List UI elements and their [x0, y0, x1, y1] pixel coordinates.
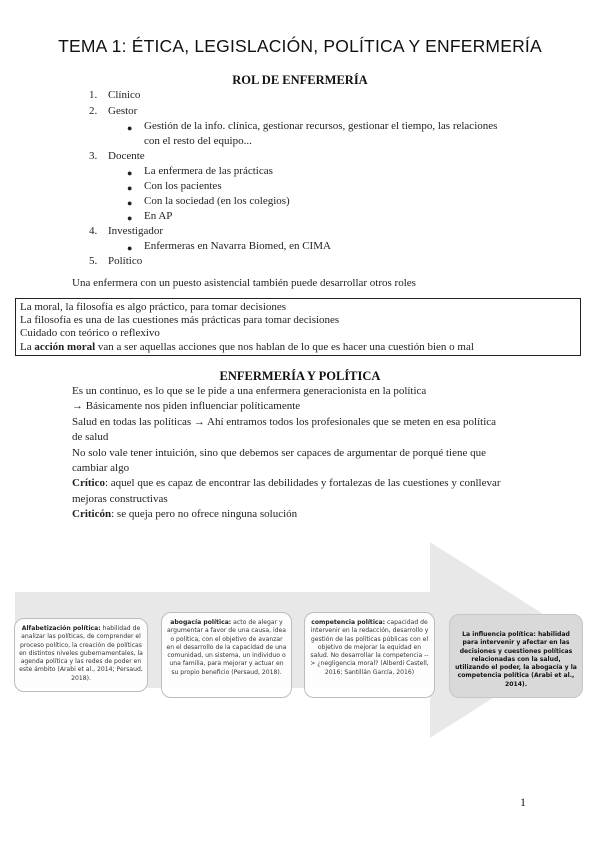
bullet-docente: En AP [144, 210, 173, 222]
bullet-docente: La enfermera de las prácticas [144, 165, 273, 177]
box-bold-text: acción moral [34, 340, 96, 353]
card-text: capacidad de intervenir en la redacción, desarrollo y gestión de las políticas públicas con el objetivo de mejorar la equidad en salud. No desarrollar la competencia --> ¿negligencia moral? (Alberdi Castell, 2016; Santillán García, 2016) [310, 619, 429, 676]
term-bold: Crítico [72, 477, 105, 490]
bullet-docente: Con los pacientes [144, 180, 222, 192]
list-number: 3. [89, 150, 98, 162]
bullet-icon: ● [127, 183, 133, 193]
paragraph: No solo vale tener intuición, sino que debemos ser capaces de argumentar de porqué tiene que [72, 446, 486, 459]
bullet-icon: ● [127, 243, 133, 253]
page-title: TEMA 1: ÉTICA, LEGISLACIÓN, POLÍTICA Y ENFERMERÍA [58, 36, 542, 56]
definition-text: : aquel que es capaz de encontrar las debilidades y fortalezas de las cuestiones y conllevar [104, 477, 501, 490]
box-line: La filosofía es una de las cuestiones más prácticas para tomar decisiones [20, 314, 340, 327]
box-text: van a ser aquellas acciones que nos hablan de lo que es hacer una cuestión bien o mal [95, 340, 474, 353]
section-heading-rol: ROL DE ENFERMERÍA [232, 73, 368, 87]
bullet-icon: ● [127, 213, 133, 223]
list-item-gestor: Gestor [108, 105, 138, 117]
card-alfabetizacion [14, 618, 148, 692]
card-term: abogacía política: [170, 619, 232, 626]
bullet-icon: ● [127, 168, 133, 178]
list-item-clinico: Clínico [108, 89, 141, 101]
paragraph: cambiar algo [72, 462, 130, 475]
box-line: La moral, la filosofía es algo práctico, para tomar decisiones [20, 301, 287, 313]
bullet-icon: ● [127, 123, 133, 133]
card-text: habilidad de analizar las políticas, de comprender el proceso político, la creación de políticas en distintos niveles gubernamentales, la agenda política y las redes de poder en este ámbito (Arabi et al., 2014; Persaud, 2018). [19, 625, 143, 682]
card-term: competencia política: [311, 619, 386, 626]
paragraph: mejoras constructivas [72, 492, 168, 505]
list-number: 4. [89, 225, 98, 237]
card-text: habilidad para intervenir y afectar en las decisiones y cuestiones políticas relacionadas con la salud, utilizando el poder, la abogacía y la competencia política (Arabi et al., 2014). [455, 631, 577, 688]
card-text: acto de alegar y argumentar a favor de una causa, idea o política, con el objetivo de avanzar en el desarrollo de la capacidad de una comunidad, un sistema, un individuo o una familia, para mejorar y actuar en su propio beneficio (Persaud, 2018). [166, 619, 287, 676]
page-number: 1 [520, 795, 526, 809]
card-term: Alfabetización política: [21, 625, 101, 632]
paragraph: de salud [72, 431, 109, 444]
list-number: 5. [89, 255, 98, 267]
closing-text: Una enfermera con un puesto asistencial también puede desarrollar otros roles [72, 277, 416, 289]
box-text: La [20, 340, 35, 353]
definition-text: : se queja pero no ofrece ninguna solución [111, 508, 298, 521]
list-item-politico: Político [108, 255, 143, 267]
bullet-icon: ● [127, 198, 133, 208]
card-term: La influencia política: [462, 631, 536, 638]
bullet-investigador: Enfermeras en Navarra Biomed, en CIMA [144, 240, 331, 252]
paragraph: → Básicamente nos piden influenciar políticamente [72, 400, 301, 413]
list-item-investigador: Investigador [108, 225, 163, 237]
card-influencia [449, 614, 583, 698]
term-bold: Criticón [72, 508, 112, 521]
paragraph: Es un continuo, es lo que se le pide a una enfermera generacionista en la política [72, 385, 427, 397]
bullet-gestor: Gestión de la info. clínica, gestionar recursos, gestionar el tiempo, las relaciones [144, 120, 498, 132]
bullet-gestor-cont: con el resto del equipo... [144, 135, 252, 147]
bullet-docente: Con la sociedad (en los colegios) [144, 195, 290, 207]
paragraph: Salud en todas las políticas → Ahí entramos todos los profesionales que se meten en esa política [72, 415, 497, 428]
card-competencia [304, 612, 435, 698]
box-line: Cuidado con teórico o reflexivo [20, 327, 160, 340]
list-number: 1. [89, 89, 98, 101]
section-heading-politica: ENFERMERÍA Y POLÍTICA [219, 369, 381, 383]
list-number: 2. [89, 105, 98, 117]
list-item-docente: Docente [108, 150, 145, 162]
card-abogacia [161, 612, 292, 698]
